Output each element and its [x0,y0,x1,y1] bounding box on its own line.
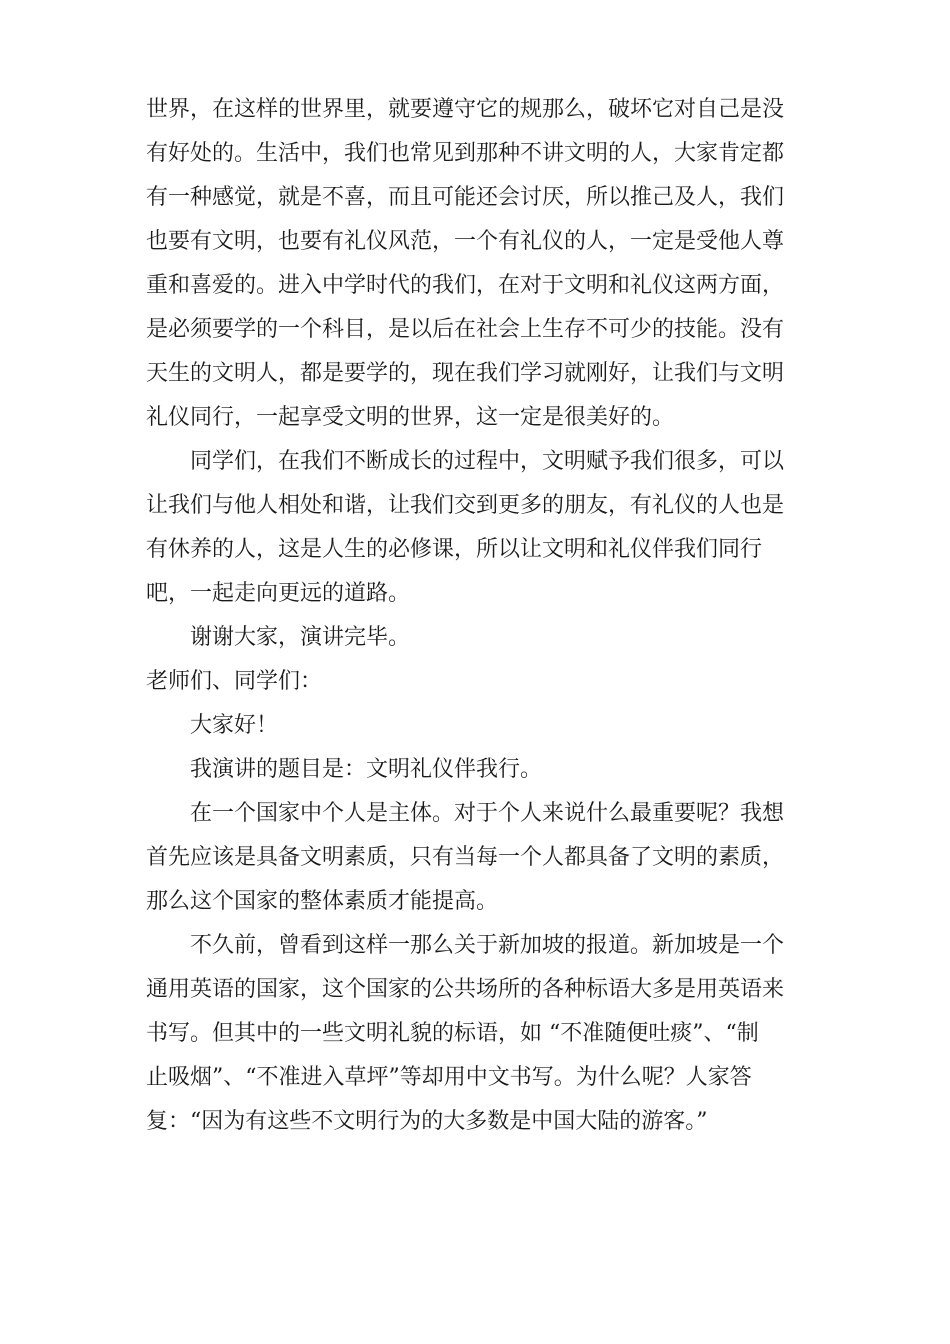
text-line: 有休养的人，这是人生的必修课，所以让文明和礼仪伴我们同行 [146,537,763,562]
salutation: 老师们、同学们： [146,669,323,694]
document-body [146,88,806,1144]
paragraph-first-line: 同学们，在我们不断成长的过程中，文明赋予我们很多，可以 [190,449,785,474]
text-line: 有一种感觉，就是不喜，而且可能还会讨厌，所以推己及人，我们 [146,185,785,210]
text-line: 有好处的。生活中，我们也常见到那种不讲文明的人，大家肯定都 [146,141,785,166]
speech-title-line: 我演讲的题目是：文明礼仪伴我行。 [190,757,543,782]
text-line: 吧，一起走向更远的道路。 [146,581,411,606]
text-line: 让我们与他人相处和谐，让我们交到更多的朋友，有礼仪的人也是 [146,493,785,518]
greeting: 大家好！ [190,713,279,738]
text-line: 书写。但其中的一些文明礼貌的标语，如 “不准随便吐痰”、“制 [146,1021,759,1046]
text-line: 复：“因为有这些不文明行为的大多数是中国大陆的游客。” [146,1109,708,1134]
text-line: 首先应该是具备文明素质，只有当每一个人都具备了文明的素质， [146,845,785,870]
text-line: 通用英语的国家，这个国家的公共场所的各种标语大多是用英语来 [146,977,785,1002]
text-line: 是必须要学的一个科目，是以后在社会上生存不可少的技能。没有 [146,317,785,342]
text-line: 止吸烟”、“不准进入草坪”等却用中文书写。为什么呢？人家答 [146,1065,752,1090]
text-line: 重和喜爱的。进入中学时代的我们，在对于文明和礼仪这两方面， [146,273,785,298]
paragraph-first-line: 在一个国家中个人是主体。对于个人来说什么最重要呢？我想 [190,801,785,826]
text-line: 那么这个国家的整体素质才能提高。 [146,889,499,914]
text-line: 世界，在这样的世界里，就要遵守它的规那么，破坏它对自己是没 [146,97,785,122]
text-line: 天生的文明人，都是要学的，现在我们学习就刚好，让我们与文明 [146,361,785,386]
text-line: 礼仪同行，一起享受文明的世界，这一定是很美好的。 [146,405,675,430]
closing-line: 谢谢大家，演讲完毕。 [190,625,411,650]
paragraph-first-line: 不久前，曾看到这样一那么关于新加坡的报道。新加坡是一个 [190,933,785,958]
text-line: 也要有文明，也要有礼仪风范，一个有礼仪的人，一定是受他人尊 [146,229,785,254]
